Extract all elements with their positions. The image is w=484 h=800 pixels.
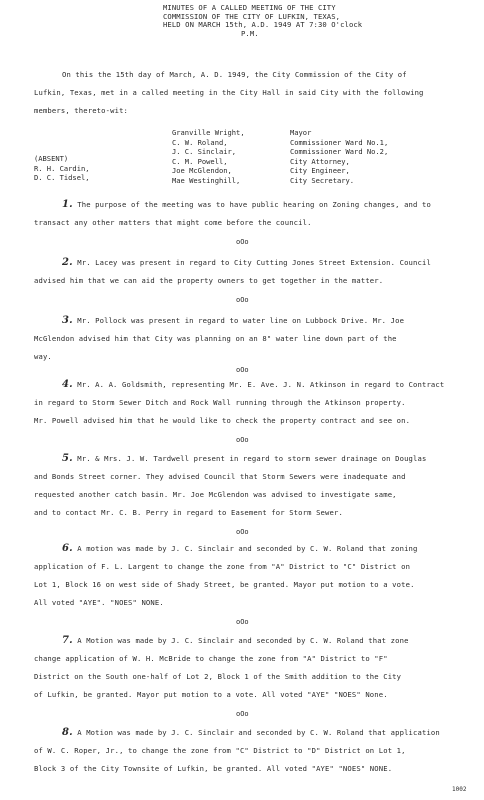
item-7-line-2: change application of W. H. McBride to change the zone from "A" District to "F" — [34, 654, 388, 663]
item-7-line-3: District on the South one-half of Lot 2, Block 1 of the Smith addition to the City — [34, 672, 402, 681]
absent-member: D. C. Tidsel, — [34, 173, 90, 182]
item-8-line-3: Block 3 of the City Townsite of Lufkin, be granted. All voted "AYE" "NOES" NONE. — [34, 764, 393, 773]
intro-line-1: On this the 15th day of March, A. D. 1949, the City Commission of the City of — [62, 70, 407, 79]
item-5-line-2: and Bonds Street corner. They advised Council that Storm Sewers were inadequate and — [34, 472, 406, 481]
item-number: 3. — [62, 315, 73, 326]
item-1-line-2: transact any other matters that might come before the council. — [34, 218, 312, 227]
separator: oOo — [236, 710, 249, 718]
member-name: C. M. Powell, — [172, 156, 228, 166]
item-2-line-2: advised him that we can aid the property owners to get together in the matter. — [34, 276, 384, 285]
heading-line-4: P.M. — [241, 28, 259, 38]
separator: oOo — [236, 436, 249, 444]
member-title: City Secretary. — [290, 175, 355, 185]
item-6-line-4: All voted "AYE". "NOES" NONE. — [34, 598, 164, 607]
item-3-line-1: 3. Mr. Pollock was present in regard to water line on Lubbock Drive. Mr. Joe — [62, 315, 405, 326]
item-number: 7. — [62, 635, 73, 646]
present-names — [172, 128, 245, 185]
item-4-line-3: Mr. Powell advised him that he would like to check the property contract and see on. — [34, 416, 411, 425]
member-name: Granville Wright, — [172, 128, 245, 137]
item-5-line-1: 5. Mr. & Mrs. J. W. Tardwell present in regard to storm sewer drainage on Douglas — [62, 453, 427, 464]
item-4-line-1: 4. Mr. A. A. Goldsmith, representing Mr. E. Ave. J. N. Atkinson in regard to Contract — [62, 379, 445, 390]
item-4-line-2: in regard to Storm Sewer Ditch and Rock Wall running through the Atkinson property. — [34, 398, 406, 407]
item-number: 5. — [62, 453, 73, 464]
absent-label: (ABSENT) — [34, 154, 69, 163]
separator: oOo — [236, 618, 249, 626]
member-title: City Engineer, — [290, 166, 350, 175]
item-6-line-2: application of F. L. Largent to change the zone from "A" District to "C" District on — [34, 562, 411, 571]
intro-line-3: members, thereto-wit: — [34, 106, 129, 115]
item-3-line-3: way. — [34, 352, 52, 361]
member-title: Mayor — [290, 128, 312, 137]
separator: oOo — [236, 528, 249, 536]
absent-list — [34, 154, 90, 183]
heading-line-2: COMMISSION OF THE CITY OF LUFKIN, TEXAS, — [163, 11, 341, 21]
member-title: City Attorney, — [290, 156, 350, 166]
item-number: 1. — [62, 199, 73, 210]
minutes-heading — [163, 4, 463, 38]
member-name: Joe McGlendon, — [172, 166, 232, 175]
absent-member: R. H. Cardin, — [34, 163, 90, 173]
item-3-line-2: McGlendon advised him that City was planning on an 8" water line down part of the — [34, 334, 397, 343]
item-6-line-3: Lot 1, Block 16 on west side of Shady Street, be granted. Mayor put motion to a vote. — [34, 580, 415, 589]
member-name: J. C. Sinclair, — [172, 147, 237, 156]
item-8-line-2: of W. C. Roper, Jr., to change the zone from "C" District to "D" District on Lot 1, — [34, 746, 406, 755]
member-name: Mae Westinghill, — [172, 175, 241, 185]
page-number: 1002 — [452, 786, 467, 793]
separator: oOo — [236, 238, 249, 246]
item-number: 4. — [62, 379, 73, 390]
member-name: C. W. Roland, — [172, 137, 228, 147]
heading-line-1: MINUTES OF A CALLED MEETING OF THE CITY — [163, 3, 336, 12]
member-title: Commissioner Ward No.1, — [290, 137, 389, 147]
item-2-line-1: 2. Mr. Lacey was present in regard to City Cutting Jones Street Extension. Council — [62, 257, 431, 268]
present-titles — [290, 128, 388, 185]
item-7-line-4: of Lufkin, be granted. Mayor put motion to a vote. All voted "AYE" "NOES" None. — [34, 690, 388, 699]
separator: oOo — [236, 366, 249, 374]
item-7-line-1: 7. A Motion was made by J. C. Sinclair and seconded by C. W. Roland that zone — [62, 635, 409, 646]
member-title: Commissioner Ward No.2, — [290, 147, 389, 156]
item-6-line-1: 6. A motion was made by J. C. Sinclair and seconded by C. W. Roland that zoning — [62, 543, 418, 554]
item-number: 2. — [62, 257, 73, 268]
item-5-line-4: and to contact Mr. C. B. Perry in regard to Easement for Storm Sewer. — [34, 508, 343, 517]
item-number: 6. — [62, 543, 73, 554]
heading-line-3: HELD ON MARCH 15th, A.D. 1949 AT 7:30 O'clock — [163, 20, 363, 30]
item-8-line-1: 8. A Motion was made by J. C. Sinclair and seconded by C. W. Roland that application — [62, 727, 440, 738]
item-5-line-3: requested another catch basin. Mr. Joe McGlendon was advised to investigate same, — [34, 490, 397, 499]
separator: oOo — [236, 296, 249, 304]
item-number: 8. — [62, 727, 73, 738]
item-1-line-1: 1. The purpose of the meeting was to have public hearing on Zoning changes, and to — [62, 199, 431, 210]
intro-line-2: Lufkin, Texas, met in a called meeting in the City Hall in said City with the following — [34, 88, 424, 97]
